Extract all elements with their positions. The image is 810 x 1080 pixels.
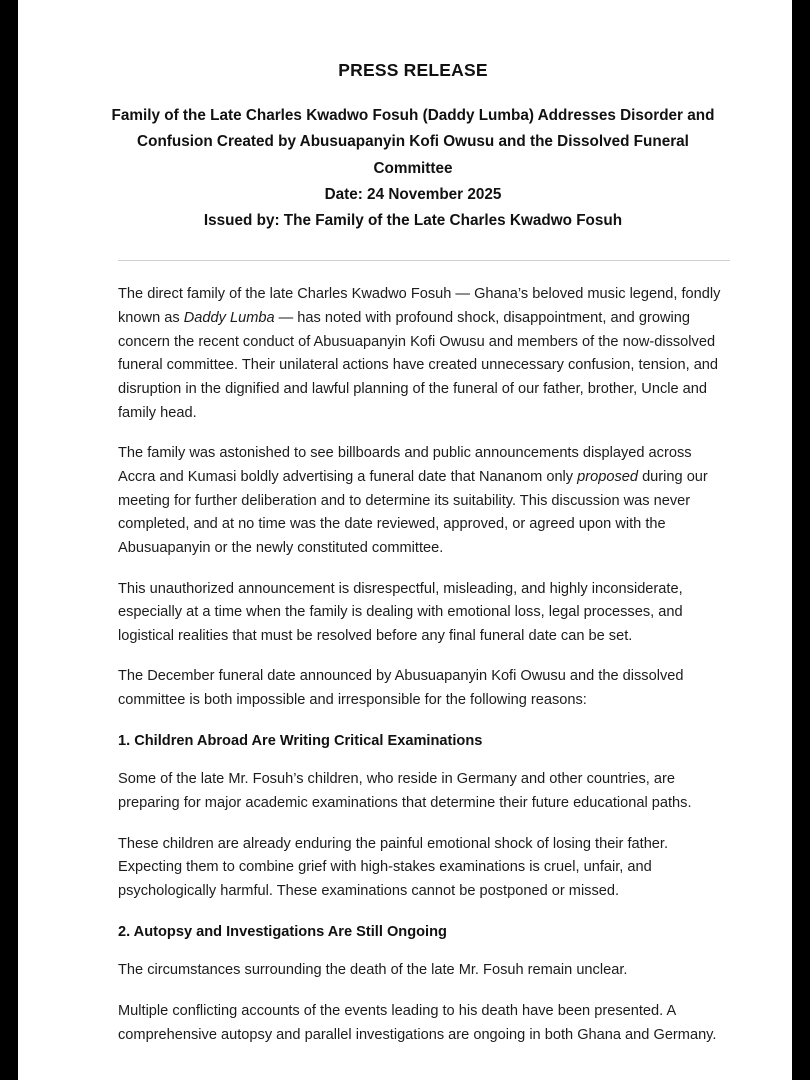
body-paragraph: This unauthorized announcement is disrespectful, misleading, and highly inconsiderate, especially at a time when the family is dealing with emotional loss, legal processes, and logistical realities that must be resolved before any final funeral date can be set. (118, 580, 683, 644)
body-paragraph: Multiple conflicting accounts of the events leading to his death have been presented. A comprehensive autopsy and parallel investigations are ongoing in both Ghana and Germany. (118, 1002, 717, 1043)
body-paragraph: The direct family of the late Charles Kwadwo Fosuh — Ghana’s beloved music legend, fondly known as Daddy Lumba — has noted with profound shock, disappointment, and growing concern the recent conduct of Abusuapanyin Kofi Owusu and members of the now-dissolved funeral committee. Their unilateral actions have created unnecessary confusion, tension, and disruption in the dignified and lawful planning of the funeral of our father, brother, Uncle and family head. (118, 286, 721, 421)
document-page (18, 0, 792, 1080)
body-paragraph: The December funeral date announced by Abusuapanyin Kofi Owusu and the dissolved committee is both impossible and irresponsible for the following reasons: (118, 668, 684, 709)
document-content (100, 283, 732, 1047)
body-paragraph: The circumstances surrounding the death of the late Mr. Fosuh remain unclear. (118, 962, 628, 979)
divider (118, 260, 730, 261)
document-issued-by: Issued by: The Family of the Late Charles Kwadwo Fosuh (203, 212, 623, 230)
document-subtitle: Family of the Late Charles Kwadwo Fosuh (Daddy Lumba) Addresses Disorder and Confusion Created by Abusuapanyin Kofi Owusu and the Dissolved Funeral Committee (111, 107, 715, 177)
section-heading: 2. Autopsy and Investigations Are Still Ongoing (118, 923, 447, 940)
emphasis-text: proposed (577, 468, 639, 485)
document-date: Date: 24 November 2025 (324, 185, 502, 203)
emphasis-text: Daddy Lumba (183, 310, 275, 327)
body-paragraph: Some of the late Mr. Fosuh’s children, who reside in Germany and other countries, are preparing for major academic examinations that determine their future educational paths. (118, 771, 692, 812)
body-paragraph: These children are already enduring the painful emotional shock of losing their father. Expecting them to combine grief with high-stakes examinations is cruel, unfair, and psychologically harmful. These examinations cannot be postponed or missed. (118, 835, 669, 899)
document-body (18, 0, 792, 1047)
section-heading: 1. Children Abroad Are Writing Critical Examinations (118, 732, 483, 749)
page-title: PRESS RELEASE (338, 60, 488, 80)
body-paragraph: The family was astonished to see billboards and public announcements displayed across Accra and Kumasi boldly advertising a funeral date that Nananom only proposed during our meeting for further deliberation and to determine its suitability. This discussion was never completed, and at no time was the date reviewed, approved, or agreed upon with the Abusuapanyin or the newly constituted committee. (118, 445, 708, 556)
